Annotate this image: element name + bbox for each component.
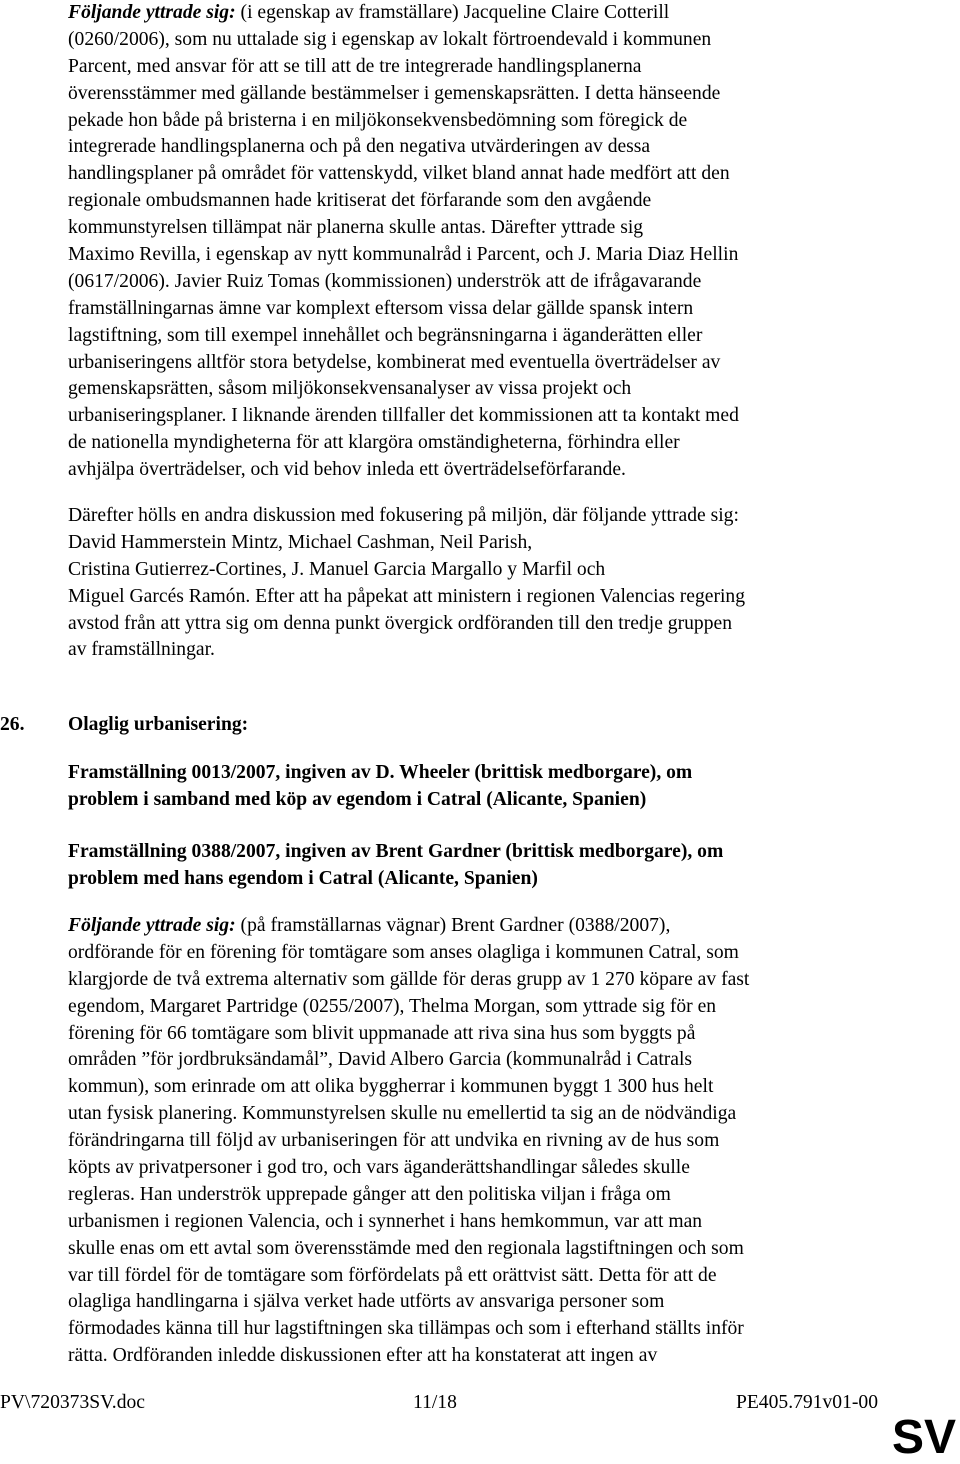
- paragraph-lead: Följande yttrade sig:: [68, 915, 236, 936]
- text-line: Cristina Gutierrez-Cortines, J. Manuel Garcia Margallo y Marfil och: [68, 558, 606, 580]
- text-line: klargjorde de två extrema alternativ som gällde för deras grupp av 1 270 köpare av fast: [68, 968, 750, 990]
- page-footer: [0, 1390, 960, 1420]
- text-line: Miguel Garcés Ramón. Efter att ha påpekat att ministern i regionen Valencias regering: [68, 585, 746, 607]
- text-line: förändringarna till följd av urbaniseringen för att undvika en rivning av de hus som: [68, 1130, 720, 1152]
- text-line: förening för 66 tomtägare som blivit uppmanade att riva sina hus som byggts på: [68, 1022, 696, 1044]
- text-line: regleras. Han underströk upprepade gånger att den politiska viljan i fråga om: [68, 1183, 671, 1205]
- text-line: utan fysisk planering. Kommunstyrelsen skulle nu emellertid ta sig an de nödvändiga: [68, 1103, 737, 1125]
- text-line: regionale ombudsmannen hade kritiserat det förfarande som den avgående: [68, 190, 652, 212]
- text-line: lagstiftning, som till exempel innehållet och begränsningarna i äganderätten eller: [68, 324, 703, 346]
- text-line: rätta. Ordföranden inledde diskussionen efter att ha konstaterat att ingen av: [68, 1345, 658, 1367]
- text-line: avhjälpa överträdelser, och vid behov inleda ett överträdelseförfarande.: [68, 459, 626, 481]
- text-line: integrerade handlingsplanerna och på den negativa utvärderingen av dessa: [68, 136, 651, 158]
- petition-title-1: [68, 760, 878, 814]
- text-line: Framställning 0388/2007, ingiven av Brent Gardner (brittisk medborgare), om: [68, 841, 724, 862]
- section-title: Olaglig urbanisering:: [68, 714, 249, 735]
- text-line: (0617/2006). Javier Ruiz Tomas (kommissionen) underströk att de ifrågavarande: [68, 270, 702, 292]
- text-line: av framställningar.: [68, 639, 215, 661]
- text-line: ordförande för en förening för tomtägare som anses olagliga i kommunen Catral, som: [68, 941, 739, 963]
- text-line: framställningarnas ämne var komplext eftersom vissa delar gällde spansk intern: [68, 297, 694, 319]
- text-line: handlingsplaner på området för vattenskydd, vilket bland annat hade medfört att den: [68, 163, 730, 185]
- text-line: problem med hans egendom i Catral (Alicante, Spanien): [68, 867, 538, 889]
- text-line: (0260/2006), som nu uttalade sig i egenskap av lokalt förtroendevald i kommunen: [68, 28, 712, 50]
- language-code: SV: [891, 1411, 956, 1464]
- text-line: köpts av privatpersoner i god tro, och vars äganderättshandlingar således skulle: [68, 1157, 690, 1179]
- text-line: Parcent, med ansvar för att se till att de tre integrerade handlingsplanerna: [68, 55, 642, 77]
- text-line: kommun), som erinrade om att olika byggherrar i kommunen byggt 1 300 hus helt: [68, 1076, 714, 1098]
- text-line: områden ”för jordbruksändamål”, David Albero Garcia (kommunalråd i Catrals: [68, 1049, 693, 1071]
- text-line: pekade hon både på bristerna i en miljökonsekvensbedömning som föregick de: [68, 109, 688, 131]
- paragraph-speakers-3: [68, 913, 878, 1370]
- petition-title-2: [68, 839, 878, 893]
- text-line: Framställning 0013/2007, ingiven av D. Wheeler (brittisk medborgare), om: [68, 762, 693, 783]
- text-line: urbaniseringens alltför stora betydelse, kombinerat med eventuella överträdelser av: [68, 351, 721, 373]
- paragraph-speakers-2: [68, 503, 878, 664]
- text-line: Följande yttrade sig: (på framställarnas vägnar) Brent Gardner (0388/2007),: [68, 915, 671, 936]
- pe-reference: PE405.791v01-00: [735, 1392, 878, 1413]
- text-line: olagliga handlingarna i själva verket hade utförts av ansvariga personer som: [68, 1291, 665, 1313]
- text-line: David Hammerstein Mintz, Michael Cashman, Neil Parish,: [68, 531, 533, 553]
- text-line: problem i samband med köp av egendom i Catral (Alicante, Spanien): [68, 788, 647, 810]
- text-line: de nationella myndigheterna för att klargöra omständigheterna, förhindra eller: [68, 432, 680, 454]
- text-line: urbanismen i regionen Valencia, och i synnerhet i hans hemkommun, var att man: [68, 1210, 703, 1232]
- paragraph-speakers-1: [68, 0, 878, 484]
- text-line: förmodades känna till hur lagstiftningen ska tillämpas och som i efterhand ställts inför: [68, 1318, 744, 1340]
- page-number: 11/18: [413, 1392, 457, 1413]
- text-line: egendom, Margaret Partridge (0255/2007), Thelma Morgan, som yttrade sig för en: [68, 995, 717, 1017]
- text-line: var till fördel för de tomtägare som förfördelats på ett orättvist sätt. Detta för att de: [68, 1264, 717, 1286]
- text-line: urbaniseringsplaner. I liknande ärenden tillfaller det kommissionen att ta kontakt med: [68, 405, 739, 427]
- text-line: överensstämmer med gällande bestämmelser i gemenskapsrätten. I detta hänseende: [68, 82, 721, 104]
- text-line: Därefter hölls en andra diskussion med fokusering på miljön, där följande yttrade sig:: [68, 505, 739, 526]
- text-line: Maximo Revilla, i egenskap av nytt kommunalråd i Parcent, och J. Maria Diaz Hellin: [68, 244, 739, 266]
- text-line: skulle enas om ett avtal som överensstämde med den regionala lagstiftningen och som: [68, 1237, 744, 1259]
- text-line: gemenskapsrätten, såsom miljökonsekvensanalyser av vissa projekt och: [68, 378, 632, 400]
- document-reference: PV\720373SV.doc: [0, 1392, 145, 1413]
- text-line: Följande yttrade sig: (i egenskap av framställare) Jacqueline Claire Cotterill: [68, 2, 670, 23]
- text-line: avstod från att yttra sig om denna punkt övergick ordföranden till den tredje gruppen: [68, 612, 733, 634]
- text-line: kommunstyrelsen tillämpat när planerna skulle antas. Därefter yttrade sig: [68, 217, 644, 239]
- section-number: 26.: [0, 714, 25, 735]
- paragraph-lead: Följande yttrade sig:: [68, 2, 236, 23]
